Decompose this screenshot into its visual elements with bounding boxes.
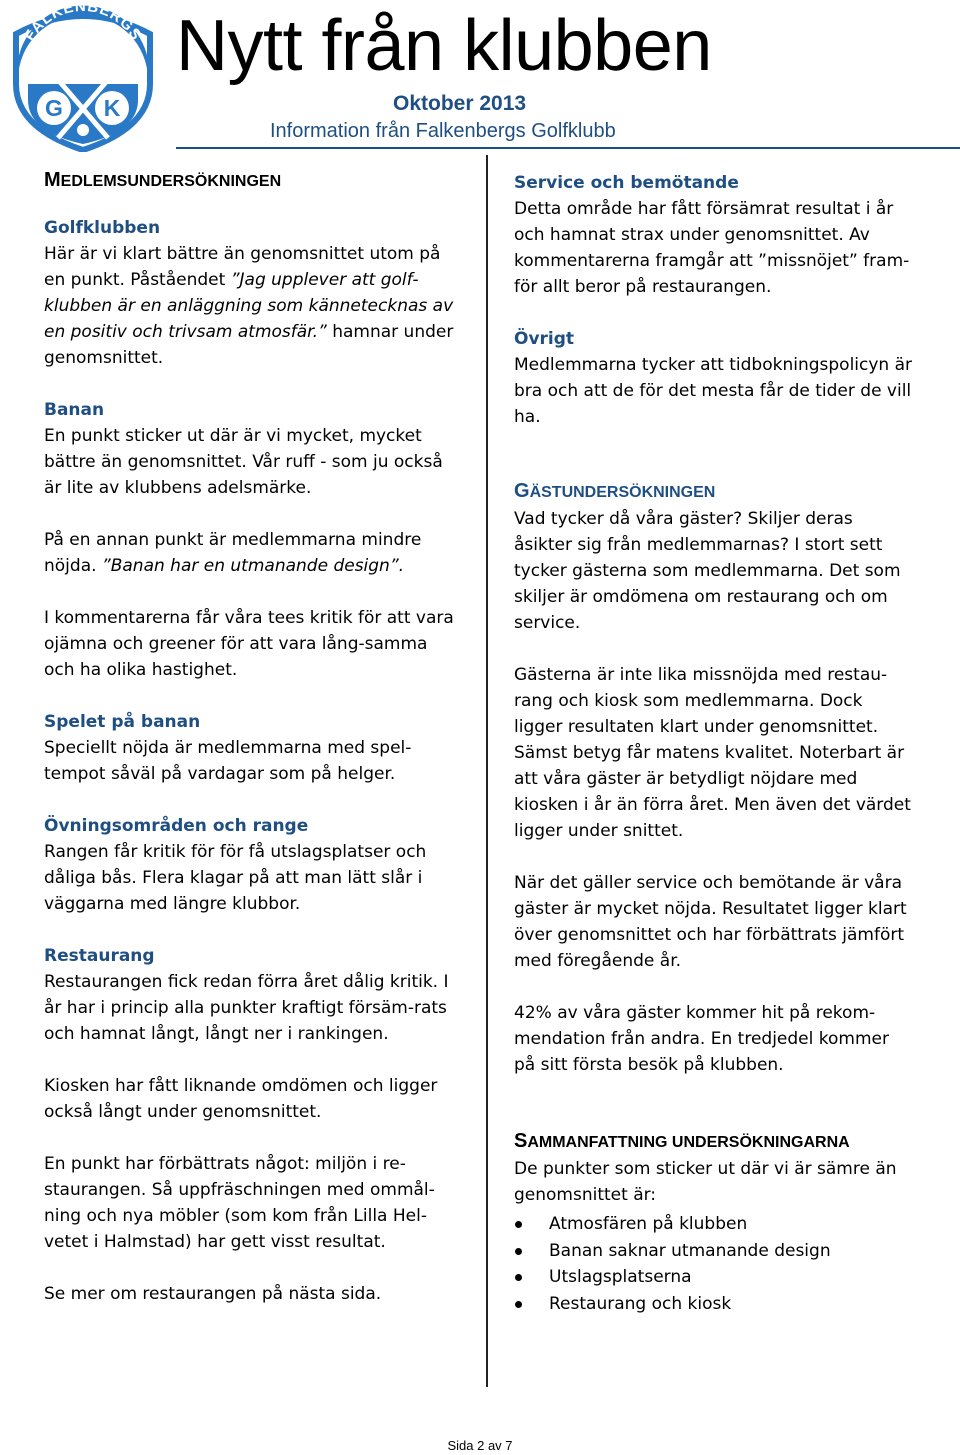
restaurang-paragraph-3: En punkt har förbättrats något: miljön i re-staurangen. Så uppfräschningen med ommål-ning och nya möbler (som kom från Lilla Hel-vetet i Halmstad) har gett visst resultat. [44,1154,435,1252]
section-banan [44,397,459,501]
spelet-heading: Spelet på banan [44,712,201,732]
member-survey-title-rest: EDLEMSUNDERSÖKNINGEN [60,173,282,190]
section-guest-2 [514,662,914,844]
member-survey-title-block [44,167,459,195]
guest-paragraph-3: När det gäller service och bemötande är våra gäster är mycket nöjda. Resultatet ligger klart över genomsnittet och har förbättrats jämfört med föregående år. [514,873,907,971]
banan-heading: Banan [44,400,105,420]
service-paragraph: Detta område har fått försämrat resultat i år och hamnat strax under genomsnittet. Av kommentarerna framgår att ”missnöjet” fram-för allt beror på restaurangen. [514,199,910,297]
club-logo [4,4,162,152]
club-crest-icon [4,4,162,152]
summary-title-cap: S [514,1130,528,1152]
banan-paragraph-3: I kommentarerna får våra tees kritik för att vara ojämna och greener för att vara lång-samma och ha olika hastighet. [44,608,454,680]
section-service [514,170,914,300]
banan-paragraph-1: En punkt sticker ut där är vi mycket, mycket bättre än genomsnittet. Vår ruff - som ju också är lite av klubbens adelsmärke. [44,426,443,498]
left-column [44,167,459,1333]
ovrigt-paragraph: Medlemmarna tycker att tidbokningspolicyn är bra och att de för det mesta får de tider de vill ha. [514,355,913,427]
logo-letter-g: G [45,95,63,121]
guest-paragraph-4: 42% av våra gäster kommer hit på rekom-mendation från andra. En tredjedel kommer på sitt första besök på klubben. [514,1003,889,1075]
right-column [514,170,914,1343]
summary-list [514,1211,914,1317]
guest-survey-title-rest: ÄSTUNDERSÖKNINGEN [529,484,716,501]
section-summary [514,1128,914,1317]
banan-text-2: På en annan punkt är medlemmarna mindre nöjda. [44,530,422,576]
ovning-heading: Övningsområden och range [44,816,309,836]
section-restaurang-4 [44,1281,459,1307]
page-number: Sida 2 av 7 [447,1438,513,1453]
golfklubben-paragraph [44,241,459,371]
section-banan-3 [44,605,459,683]
header-divider [176,147,960,149]
golfklubben-text-2: hamnar under genomsnittet. [44,322,454,368]
summary-intro: De punkter som sticker ut där vi är sämre än genomsnittet är: [514,1159,897,1205]
banan-paragraph-2 [44,527,459,579]
summary-title-rest: AMMANFATTNING UNDERSÖKNINGARNA [527,1134,850,1151]
section-restaurang-2 [44,1073,459,1125]
restaurang-heading: Restaurang [44,946,155,966]
section-restaurang-3 [44,1151,459,1255]
logo-letter-k: K [103,95,121,121]
member-survey-title-cap: M [44,169,61,191]
summary-list-item: Atmosfären på klubben [514,1211,914,1238]
guest-paragraph-2: Gästerna är inte lika missnöjda med restau-rang och kiosk som medlemmarna. Dock ligger resultaten klart under genomsnittet. Sämst betyg får matens kvalitet. Noterbart är att våra gäster är betydligt nöjdare med kiosken i år än förra året. Men även det värdet ligger under snittet. [514,665,911,841]
restaurang-paragraph-2: Kiosken har fått liknande omdömen och ligger också långt under genomsnittet. [44,1076,438,1122]
summary-list-item: Banan saknar utmanande design [514,1238,914,1265]
section-guest-4 [514,1000,914,1078]
summary-list-item: Restaurang och kiosk [514,1291,914,1318]
newsletter-subtitle: Information från Falkenbergs Golfklubb [270,120,616,142]
issue-date: Oktober 2013 [393,92,527,115]
column-divider [486,155,488,1387]
section-spelet [44,709,459,787]
guest-survey-title [514,478,914,506]
guest-paragraph-1: Vad tycker då våra gäster? Skiljer deras åsikter sig från medlemmarnas? I stort sett tycker gästerna som medlemmarna. Det som skiljer är omdömena om restaurang och om service. [514,509,901,633]
section-ovning [44,813,459,917]
section-golfklubben [44,215,459,371]
golfklubben-quote: ”Jag upplever att golf-klubben är en anläggning som kännetecknas av en positiv och trivsam atmosfär.” [44,270,454,342]
section-guest-3 [514,870,914,974]
banan-quote: ”Banan har en utmanande design”. [101,556,405,576]
service-heading: Service och bemötande [514,173,739,193]
ovning-paragraph: Rangen får kritik för för få utslagsplatser och dåliga bås. Flera klagar på att man lätt slår i väggarna med längre klubbor. [44,842,427,914]
section-restaurang [44,943,459,1047]
spelet-paragraph: Speciellt nöjda är medlemmarna med spel-tempot såväl på vardagar som på helger. [44,738,412,784]
golfklubben-heading: Golfklubben [44,218,161,238]
section-banan-2 [44,527,459,579]
ovrigt-heading: Övrigt [514,329,575,349]
section-guest-survey [514,478,914,636]
section-ovrigt [514,326,914,430]
guest-survey-title-cap: G [514,480,530,502]
logo-arc-text: FALKENBERGS [21,4,145,44]
newsletter-title: Nytt från klubben [176,6,712,86]
summary-list-item: Utslagsplatserna [514,1264,914,1291]
golfklubben-text-1: Här är vi klart bättre än genomsnittet utom på en punkt. Påståendet [44,244,441,290]
restaurang-paragraph-1: Restaurangen fick redan förra året dålig kritik. I år har i princip alla punkter kraftigt försäm-rats och hamnat långt, långt ner i rankingen. [44,972,449,1044]
restaurang-paragraph-4: Se mer om restaurangen på nästa sida. [44,1284,382,1304]
summary-title [514,1128,914,1156]
member-survey-title [44,167,459,195]
